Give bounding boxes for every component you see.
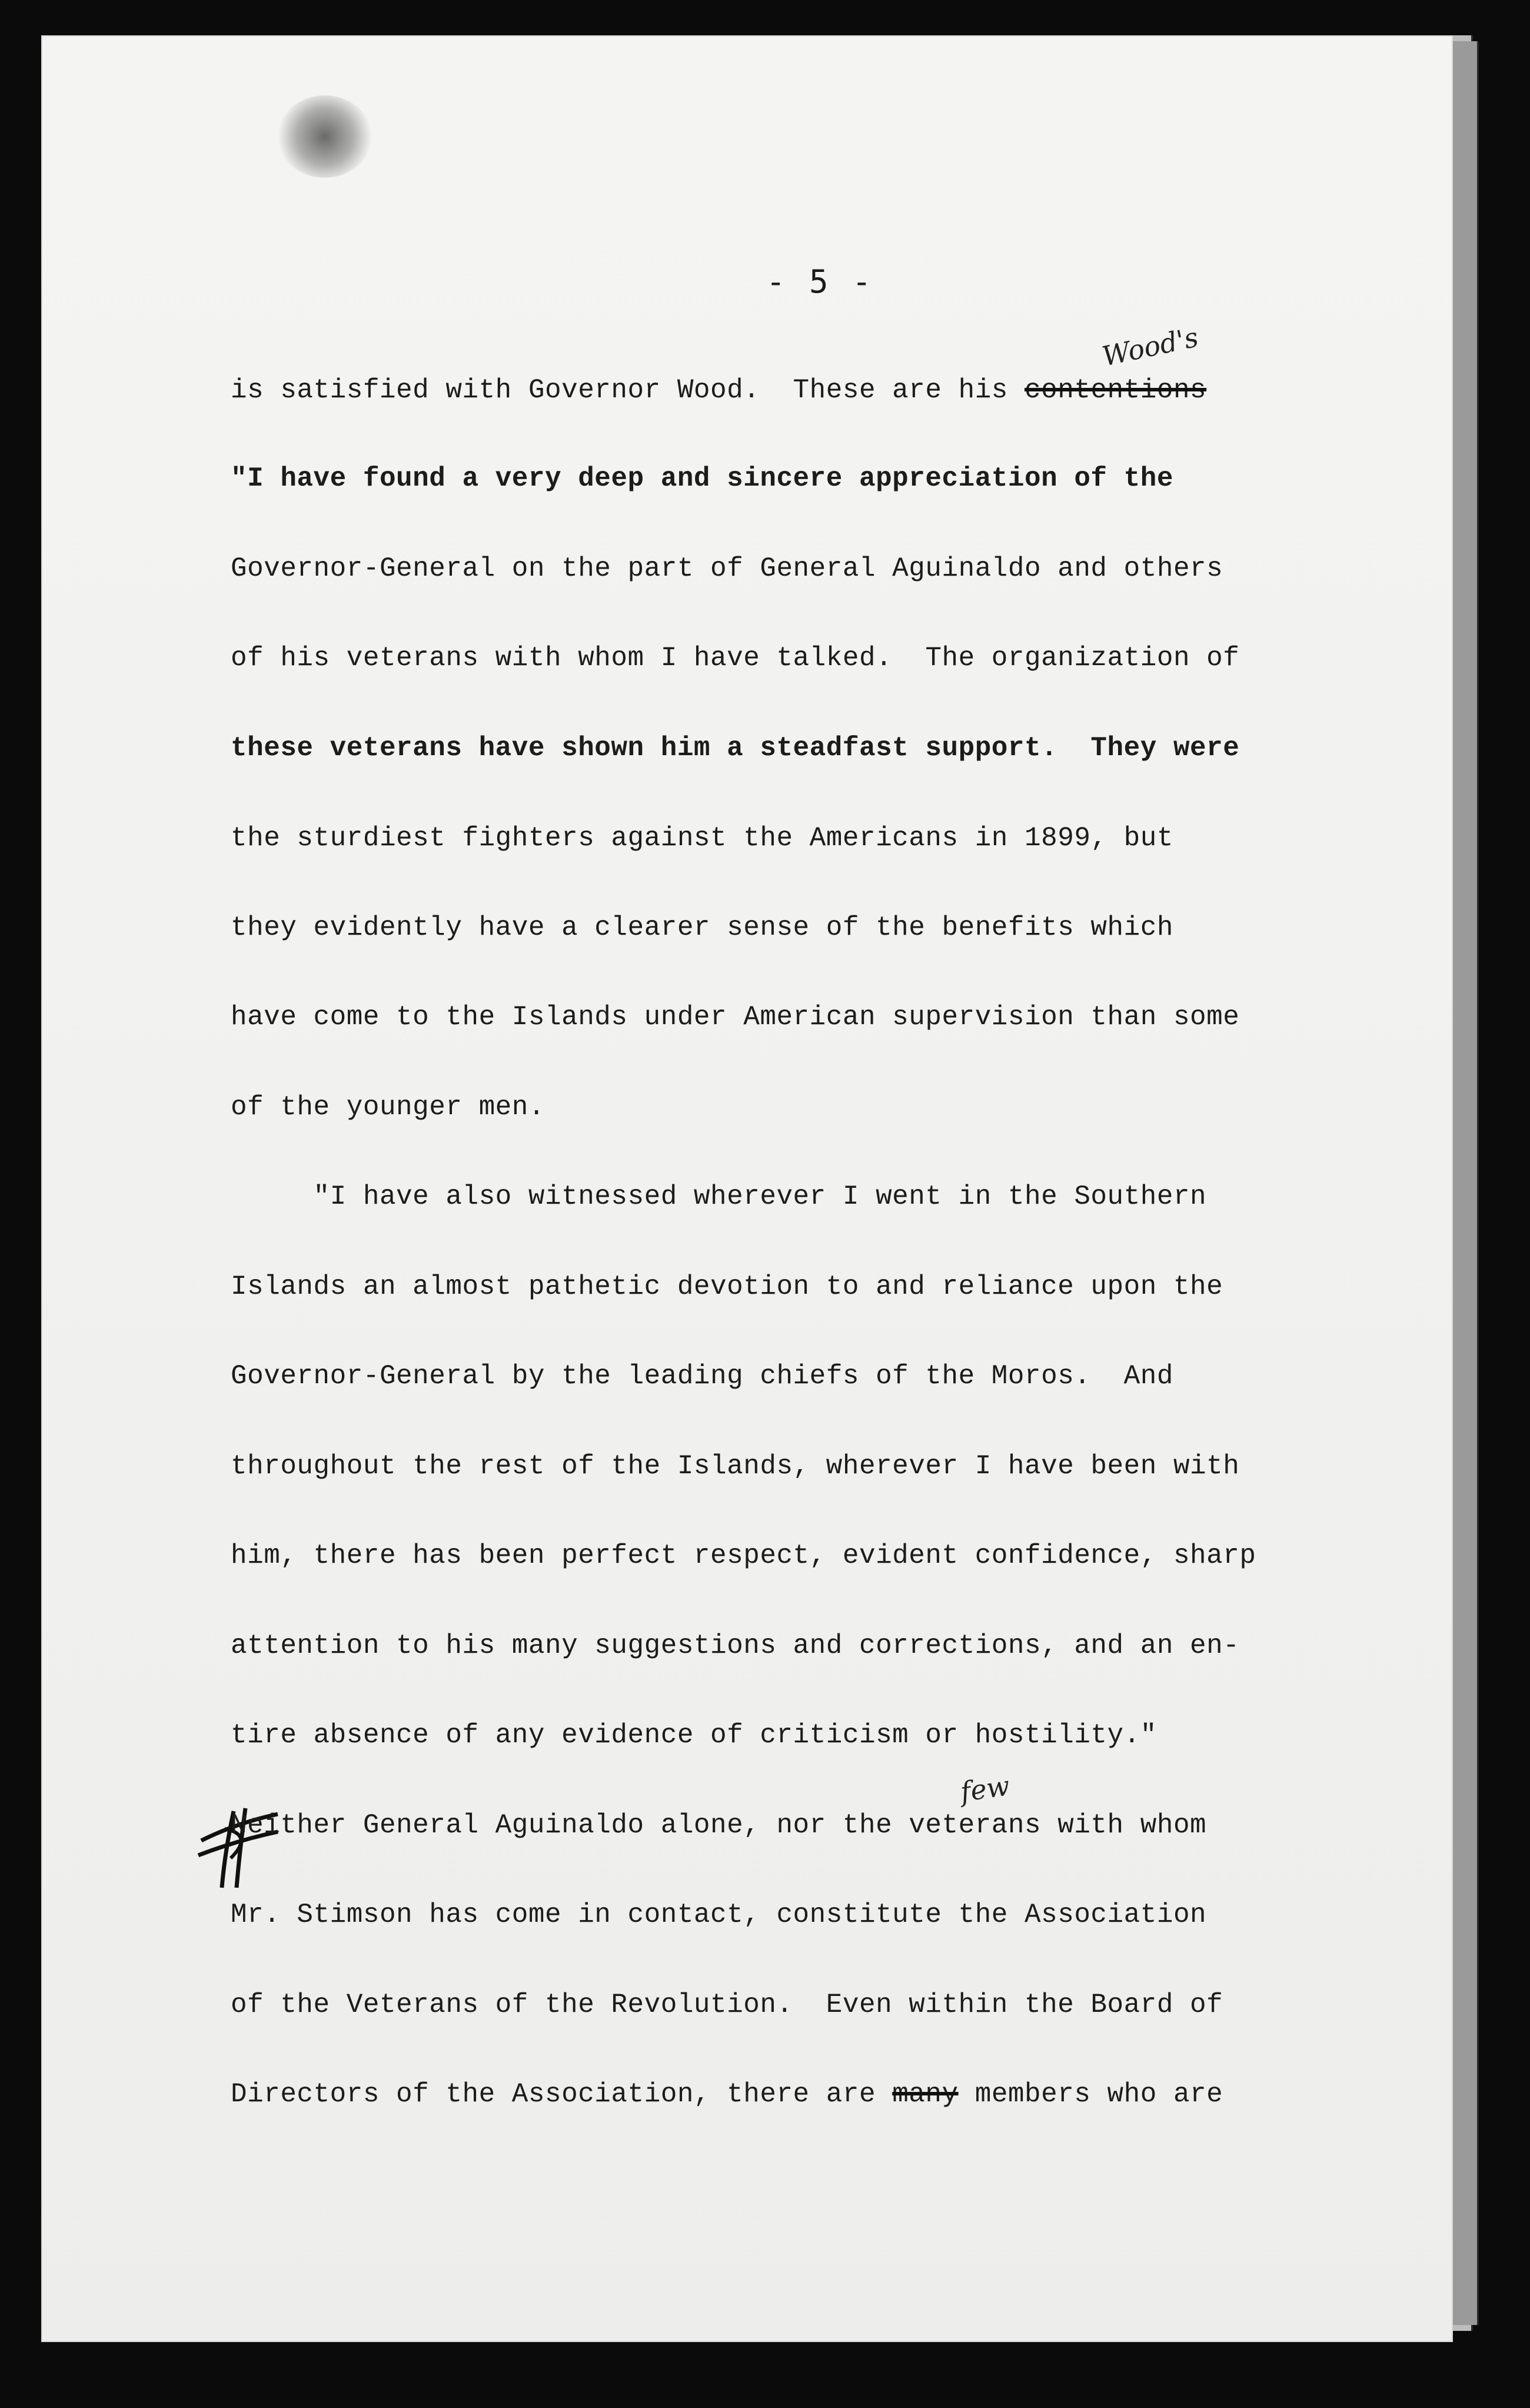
document-page — [42, 36, 1452, 2341]
text-line-8: have come to the Islands under American supervision than some — [231, 1002, 1240, 1032]
page-number: - 5 - — [766, 263, 874, 300]
text-line-2: "I have found a very deep and sincere appreciation of the — [231, 463, 1173, 494]
text-line-20: Directors of the Association, there are many members who are — [231, 2079, 1223, 2110]
handwritten-insert-woods: Wood's — [1099, 321, 1202, 373]
text-line-1: is satisfied with Governor Wood. These are his contentions — [231, 375, 1207, 406]
text-line-3: Governor-General on the part of General Aguinaldo and others — [231, 553, 1223, 584]
text-line-9: of the younger men. — [231, 1092, 545, 1122]
text-line-18: Mr. Stimson has come in contact, constitute the Association — [231, 1899, 1207, 1930]
ink-smudge — [278, 95, 372, 178]
text-line-4: of his veterans with whom I have talked. The organization of — [231, 643, 1240, 673]
text-line-16: tire absence of any evidence of criticism or hostility." — [231, 1720, 1157, 1751]
text-line-13: throughout the rest of the Islands, wherever I have been with — [231, 1451, 1240, 1482]
text-line-14: him, there has been perfect respect, evident confidence, sharp — [231, 1540, 1256, 1571]
text-line-15: attention to his many suggestions and corrections, and an en- — [231, 1630, 1240, 1661]
struck-word: many — [892, 2079, 959, 2110]
text-line-7: they evidently have a clearer sense of the benefits which — [231, 912, 1173, 943]
text-line-10: "I have also witnessed wherever I went in the Southern — [231, 1181, 1207, 1212]
handwritten-insert-few: few — [958, 1769, 1012, 1808]
text-line-5: these veterans have shown him a steadfast support. They were — [231, 733, 1240, 763]
text-line-19: of the Veterans of the Revolution. Even within the Board of — [231, 1989, 1223, 2020]
text-line-17: Neither General Aguinaldo alone, nor the veterans with whom — [231, 1810, 1207, 1841]
page-edge-back-2 — [1448, 41, 1479, 2325]
text-line-11: Islands an almost pathetic devotion to and reliance upon the — [231, 1271, 1223, 1302]
text-line-12: Governor-General by the leading chiefs of the Moros. And — [231, 1361, 1173, 1391]
struck-word: contentions — [1025, 375, 1207, 406]
text-line-6: the sturdiest fighters against the Americans in 1899, but — [231, 823, 1173, 853]
